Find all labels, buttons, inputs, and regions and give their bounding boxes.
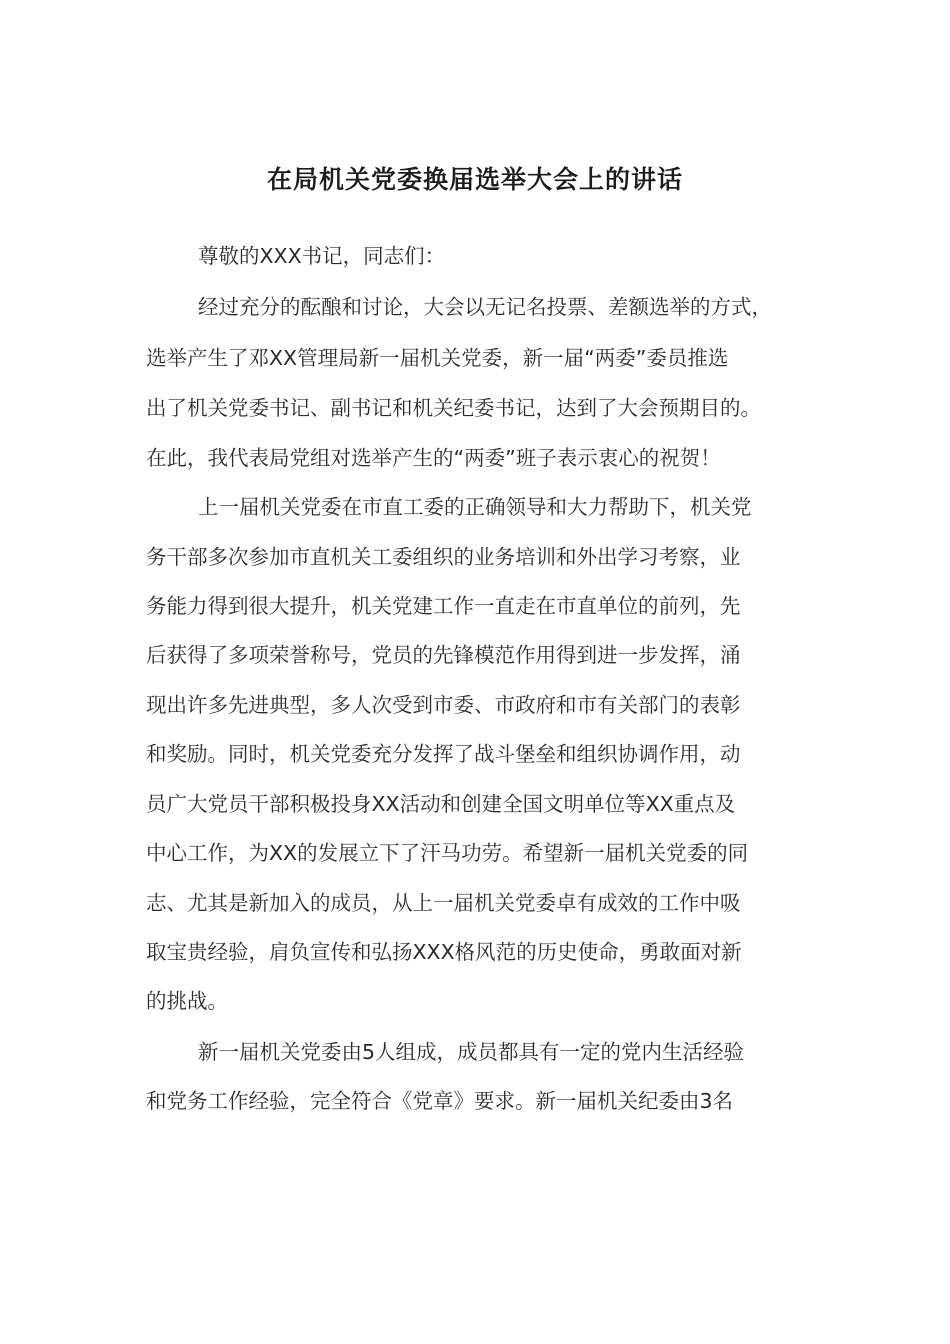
paragraph-2-line-1: 上一届机关党委在市直工委的正确领导和大力帮助下，机关党 — [198, 495, 752, 519]
paragraph-2-line-4: 后获得了多项荣誉称号，党员的先锋模范作用得到进一步发挥，涌 — [146, 643, 741, 667]
paragraph-2-line-11: 的挑战。 — [146, 989, 228, 1013]
greeting-line: 尊敬的XXX书记，同志们： — [198, 244, 446, 268]
paragraph-3-line-2: 和党务工作经验，完全符合《党章》要求。新一届机关纪委由3名 — [146, 1089, 734, 1113]
paragraph-1-line-2: 选举产生了邓XX管理局新一届机关党委，新一届“两委”委员推选 — [146, 346, 729, 370]
paragraph-1-line-4: 在此，我代表局党组对选举产生的“两委”班子表示衷心的祝贺！ — [146, 446, 721, 470]
paragraph-2-line-3: 务能力得到很大提升，机关党建工作一直走在市直单位的前列，先 — [146, 594, 741, 618]
paragraph-1-line-1: 经过充分的酝酿和讨论，大会以无记名投票、差额选举的方式， — [198, 295, 772, 319]
paragraph-2-line-2: 务干部多次参加市直机关工委组织的业务培训和外出学习考察，业 — [146, 545, 741, 569]
paragraph-2-line-8: 中心工作，为XX的发展立下了汗马功劳。希望新一届机关党委的同 — [146, 841, 749, 865]
paragraph-3-line-1: 新一届机关党委由5人组成，成员都具有一定的党内生活经验 — [198, 1040, 745, 1064]
document-title: 在局机关党委换届选举大会上的讲话 — [266, 165, 683, 194]
paragraph-2-line-6: 和奖励。同时，机关党委充分发挥了战斗堡垒和组织协调作用，动 — [146, 742, 741, 766]
paragraph-2-line-9: 志、尤其是新加入的成员，从上一届机关党委卓有成效的工作中吸 — [146, 891, 741, 915]
paragraph-2-line-5: 现出许多先进典型，多人次受到市委、市政府和市有关部门的表彰 — [146, 693, 741, 717]
paragraph-1-line-3: 出了机关党委书记、副书记和机关纪委书记，达到了大会预期目的。 — [146, 396, 761, 420]
paragraph-2-line-7: 员广大党员干部积极投身XX活动和创建全国文明单位等XX重点及 — [146, 792, 736, 816]
paragraph-2-line-10: 取宝贵经验，肩负宣传和弘扬XXX格风范的历史使命，勇敢面对新 — [146, 940, 742, 964]
